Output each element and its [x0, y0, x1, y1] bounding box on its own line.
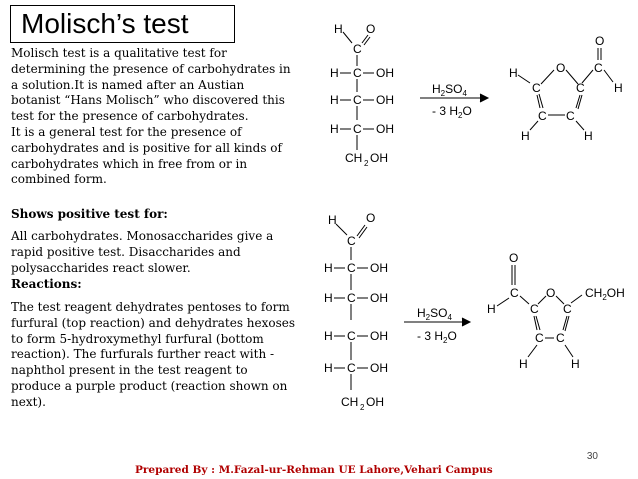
svg-text:O: O — [546, 286, 556, 300]
svg-text:C: C — [538, 109, 547, 123]
svg-text:- 3 H2O: - 3 $H_2O$ — [432, 104, 472, 120]
svg-text:H: H — [614, 81, 623, 95]
svg-text:H: H — [324, 261, 333, 275]
svg-text:C: C — [353, 66, 362, 80]
reaction1-conditions — [420, 82, 488, 120]
svg-text:H: H — [324, 291, 333, 305]
svg-text:H: H — [324, 329, 333, 343]
svg-text:C: C — [563, 302, 572, 316]
svg-text:OH: OH — [370, 151, 388, 165]
svg-text:C: C — [353, 93, 362, 107]
svg-text:OH: OH — [376, 93, 394, 107]
svg-text:H: H — [584, 129, 593, 143]
svg-text:H: H — [324, 361, 333, 375]
svg-text:OH: OH — [376, 66, 394, 80]
svg-text:H2SO4: $H_2SO_4$ — [432, 82, 467, 98]
svg-text:H2SO4: $H_2SO_4$ — [417, 306, 452, 322]
svg-text:H: H — [487, 302, 496, 316]
svg-text:H: H — [521, 129, 530, 143]
svg-text:H: H — [330, 93, 339, 107]
svg-text:OH: OH — [370, 291, 388, 305]
atom-c: C — [353, 42, 362, 56]
svg-text:H: H — [330, 66, 339, 80]
svg-text:O: O — [509, 251, 519, 265]
intro-paragraph: Molisch test is a qualitative test for determining the presence of carbohydrates in a solution.It is named after an Austian botanist “Hans Molisch” who discovered this test for the presence of carbohydrates. It is a general test for the presence of carbohydrates and is positive for all kinds of carbohydrates which in free from or in combined form. — [11, 46, 291, 187]
svg-text:OH: OH — [376, 122, 394, 136]
svg-text:C: C — [347, 329, 356, 343]
svg-text:CH: CH — [341, 395, 359, 409]
svg-text:OH: OH — [370, 361, 388, 375]
furfural-structure — [509, 34, 623, 143]
atom-o: O — [366, 22, 376, 36]
svg-text:CH: CH — [345, 151, 363, 165]
slide-title: Molisch’s test — [10, 5, 235, 43]
svg-text:2: 2 — [364, 159, 369, 168]
svg-text:OH: OH — [370, 261, 388, 275]
svg-text:C: C — [347, 361, 356, 375]
svg-text:C: C — [347, 234, 356, 248]
svg-text:O: O — [556, 61, 566, 75]
svg-text:C: C — [535, 331, 544, 345]
svg-text:H: H — [328, 213, 337, 227]
svg-text:2: 2 — [360, 403, 365, 412]
pentose-structure — [330, 22, 394, 168]
positive-test-heading: Shows positive test for: — [11, 207, 168, 221]
footer-credit: Prepared By : M.Fazal-ur-Rehman UE Lahore,Vehari Campus — [135, 464, 493, 476]
svg-text:- 3 H2O: - 3 $H_2O$ — [417, 329, 457, 345]
svg-text:OH: OH — [370, 329, 388, 343]
svg-text:C: C — [347, 261, 356, 275]
svg-text:H: H — [571, 357, 580, 371]
svg-text:C: C — [566, 109, 575, 123]
svg-text:C: C — [530, 302, 539, 316]
svg-text:C: C — [510, 286, 519, 300]
svg-text:O: O — [366, 211, 376, 225]
slide-number: 30 — [586, 451, 598, 462]
svg-text:C: C — [556, 331, 565, 345]
svg-text:C: C — [576, 81, 585, 95]
svg-text:OH: OH — [366, 395, 384, 409]
svg-text:C: C — [353, 122, 362, 136]
hmf-structure — [487, 251, 625, 371]
svg-text:H: H — [519, 357, 528, 371]
hexose-structure — [324, 211, 388, 412]
atom-h: H — [334, 22, 343, 36]
svg-text:H: H — [330, 122, 339, 136]
svg-text:C: C — [347, 291, 356, 305]
svg-text:C: C — [532, 81, 541, 95]
positive-test-paragraph: All carbohydrates. Monosaccharides give a rapid positive test. Disaccharides and polysaccharides react slower. — [11, 229, 274, 275]
reaction2-conditions — [404, 306, 470, 345]
svg-text:H: H — [509, 66, 518, 80]
svg-text:CH2OH: $CH_2OH$ — [585, 286, 625, 302]
reactions-heading: Reactions: — [11, 277, 82, 291]
reactions-paragraph: The test reagent dehydrates pentoses to form furfural (top reaction) and dehydrates hexoses to form 5-hydroxymethyl furfural (bottom reaction). The furfurals further react with - naphthol present in the test reagent to produce a purple product (reaction shown on next). — [11, 300, 296, 409]
svg-text:O: O — [595, 34, 605, 48]
svg-text:C: C — [594, 61, 603, 75]
